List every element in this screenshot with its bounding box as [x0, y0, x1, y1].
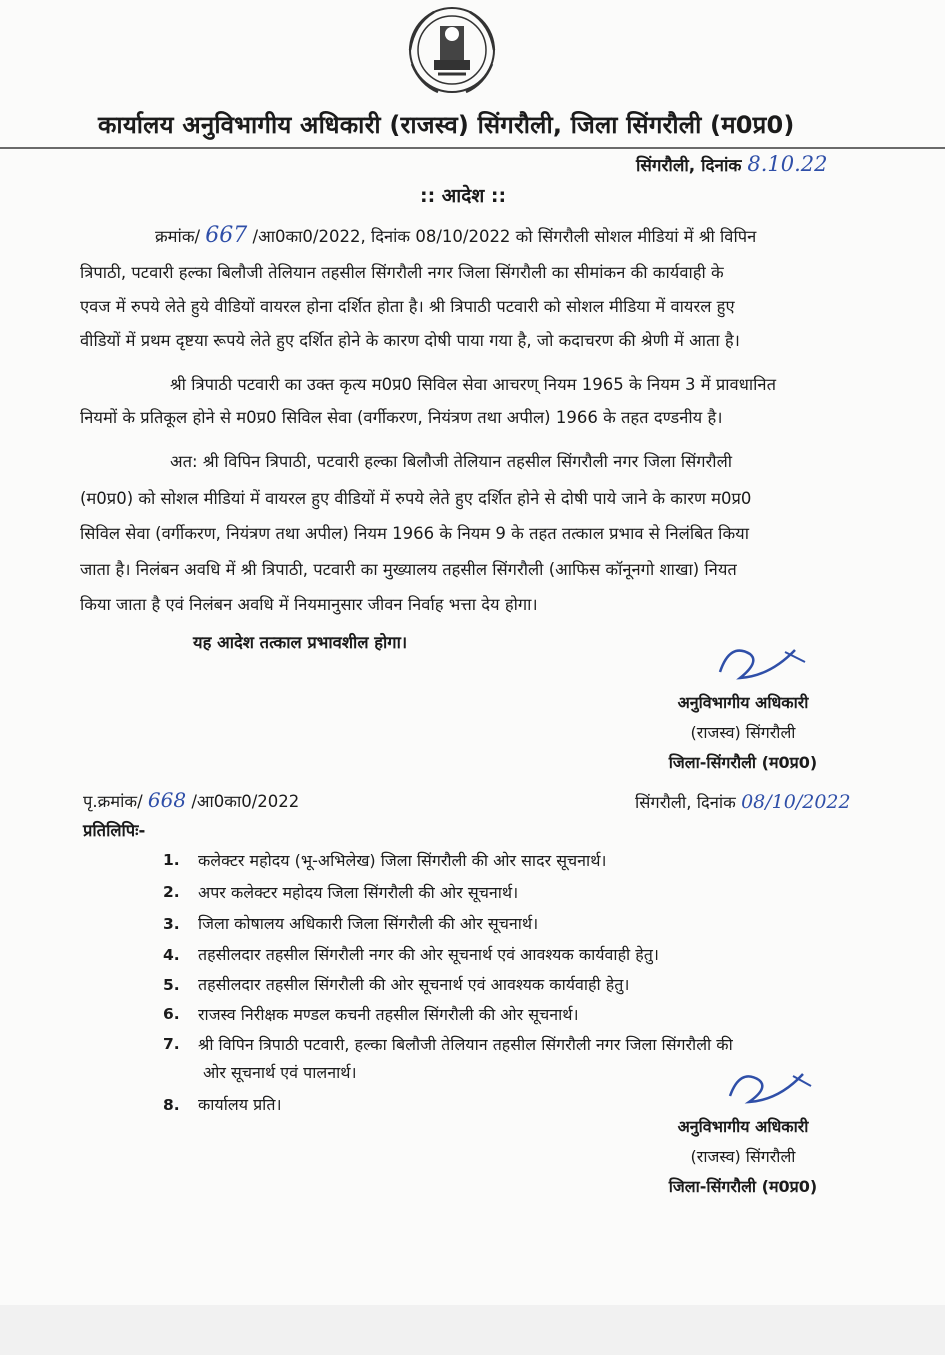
signature-block-2: [643, 1112, 843, 1202]
handwritten-order-number: 667: [205, 223, 248, 248]
list-item: तहसीलदार तहसील सिंगरौली नगर की ओर सूचनार्थ एवं आवश्यक कार्यवाही हेतु।: [198, 945, 659, 964]
order-number-rest: /आ0का0/2022, दिनांक 08/10/2022 को सिंगरौली सोशल मीडियां में श्री विपिन: [252, 227, 757, 246]
list-item: राजस्व निरीक्षक मण्डल कचनी तहसील सिंगरौली की ओर सूचनार्थ।: [198, 1005, 579, 1024]
list-item: श्री विपिन त्रिपाठी पटवारी, हल्का बिलौजी तेलियान तहसील सिंगरौली नगर जिला सिंगरौली की: [198, 1035, 733, 1054]
place-date-label: सिंगरौली, दिनांक: [636, 156, 742, 176]
signature-block-1: [643, 688, 843, 778]
endorsement-date-label: सिंगरौली, दिनांक: [635, 793, 736, 812]
para3-line: सिविल सेवा (वर्गीकरण, नियंत्रण तथा अपील) नियम 1966 के नियम 9 के तहत तत्काल प्रभाव से निलंबित किया: [80, 524, 749, 543]
list-item: जिला कोषालय अधिकारी जिला सिंगरौली की ओर सूचनार्थ।: [198, 914, 539, 933]
list-item-number: 3.: [163, 915, 180, 933]
header-divider: [0, 147, 945, 149]
order-number-prefix: क्रमांक/: [155, 227, 201, 246]
endorsement-number: [83, 788, 299, 812]
endorsement-suffix: /आ0का0/2022: [191, 792, 300, 811]
para3-line: जाता है। निलंबन अवधि में श्री त्रिपाठी, पटवारी का मुख्यालय तहसील सिंगरौली (आफिस कॉनूनगो शाखा) नियत: [80, 560, 737, 579]
endorsement-place-date: [635, 790, 851, 813]
office-title: कार्यालय अनुविभागीय अधिकारी (राजस्व) सिंगरौली, जिला सिंगरौली (म0प्र0): [98, 111, 795, 139]
list-item: कलेक्टर महोदय (भू-अभिलेख) जिला सिंगरौली की ओर सादर सूचनार्थ।: [198, 851, 607, 870]
signatory-district: जिला-सिंगरौली (म0प्र0): [668, 1177, 818, 1196]
list-item: कार्यालय प्रति।: [198, 1095, 282, 1114]
list-item: अपर कलेक्टर महोदय जिला सिंगरौली की ओर सूचनार्थ।: [198, 883, 519, 902]
state-emblem-icon: [404, 4, 500, 96]
list-item-number: 6.: [163, 1005, 180, 1023]
para3-line: किया जाता है एवं निलंबन अवधि में नियमानुसार जीवन निर्वाह भत्ता देय होगा।: [80, 595, 538, 614]
list-item-number: 5.: [163, 976, 180, 994]
signatory-designation: अनुविभागीय अधिकारी: [677, 1117, 809, 1136]
order-title: :: आदेश ::: [420, 185, 507, 207]
list-item-number: 7.: [163, 1035, 180, 1053]
signatory-district: जिला-सिंगरौली (म0प्र0): [668, 753, 818, 772]
list-item: तहसीलदार तहसील सिंगरौली की ओर सूचनार्थ एवं आवश्यक कार्यवाही हेतु।: [198, 975, 630, 994]
para2-line: श्री त्रिपाठी पटवारी का उक्त कृत्य म0प्र0 सिविल सेवा आचरण् नियम 1965 के नियम 3 में प्रावधानित: [170, 375, 776, 394]
signatory-department: (राजस्व) सिंगरौली: [690, 1147, 796, 1166]
para1-line: वीडियों में प्रथम दृष्टया रूपये लेते हुए दर्शित होने के कारण दोषी पाया गया है, जो कदाचरण की श्रेणी में आता है।: [80, 331, 740, 350]
handwritten-endorsement-date: 08/10/2022: [741, 791, 851, 813]
endorsement-prefix: पृ.क्रमांक/: [83, 792, 143, 811]
signatory-department: (राजस्व) सिंगरौली: [690, 723, 796, 742]
para1-line: त्रिपाठी, पटवारी हल्का बिलौजी तेलियान तहसील सिंगरौली नगर जिला सिंगरौली का सीमांकन की कार्यवाही के: [80, 263, 724, 282]
order-place-date: [636, 152, 828, 176]
list-item-number: 2.: [163, 883, 180, 901]
para1-line: एवज में रुपये लेते हुये वीडियों वायरल होना दर्शित होता है। श्री त्रिपाठी पटवारी को सोशल मीडिया में वायरल हुए: [80, 297, 735, 316]
handwritten-date: 8.10.22: [747, 152, 828, 176]
copy-to-label: प्रतिलिपिः-: [83, 821, 146, 840]
para1-line1: [155, 223, 756, 248]
para2-line: नियमों के प्रतिकूल होने से म0प्र0 सिविल सेवा (वर्गीकरण, नियंत्रण तथा अपील) 1966 के तहत दण्डनीय है।: [80, 408, 723, 427]
handwritten-endorsement-number: 668: [147, 788, 187, 812]
list-item-number: 8.: [163, 1096, 180, 1114]
para3-line: अत: श्री विपिन त्रिपाठी, पटवारी हल्का बिलौजी तेलियान तहसील सिंगरौली नगर जिला सिंगरौली: [170, 452, 733, 471]
para3-line: (म0प्र0) को सोशल मीडियां में वायरल हुए वीडियों में रुपये लेते हुए दर्शित होने से दोषी पाये जाने के कारण म0प्र0: [80, 489, 752, 508]
list-item-number: 4.: [163, 946, 180, 964]
effective-statement: यह आदेश तत्काल प्रभावशील होगा।: [193, 633, 408, 652]
list-item-continuation: ओर सूचनार्थ एवं पालनार्थ।: [203, 1063, 357, 1082]
list-item-number: 1.: [163, 851, 180, 869]
signatory-designation: अनुविभागीय अधिकारी: [677, 693, 809, 712]
bottom-margin: [0, 1305, 945, 1355]
